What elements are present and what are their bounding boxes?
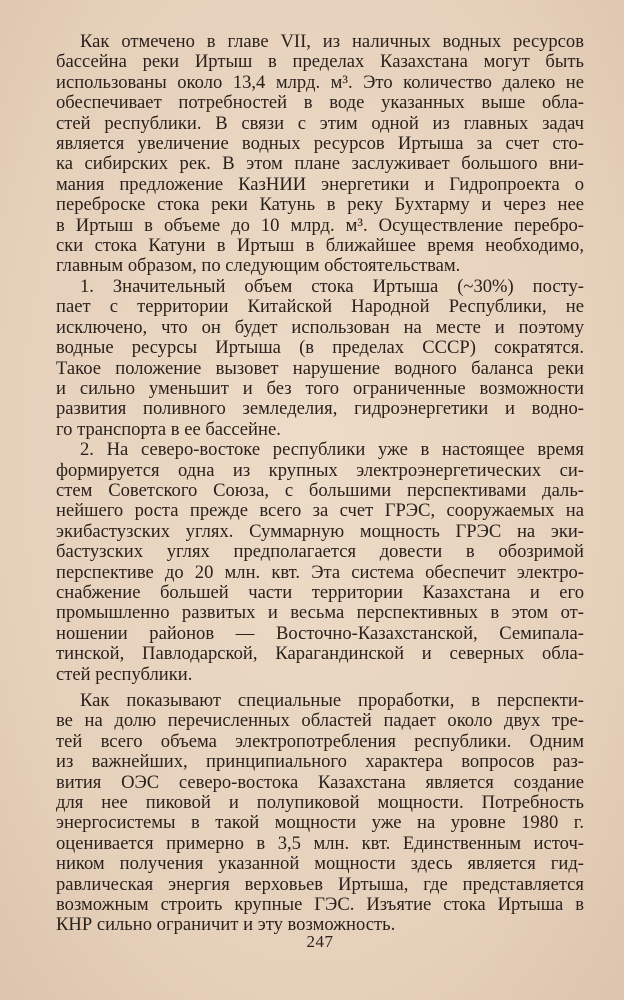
text-line: возможным строить крупные ГЭС. Изъятие стока Иртыша в — [56, 895, 584, 916]
text-line: водные ресурсы Иртыша (в пределах СССР) сократятся. — [56, 338, 584, 359]
text-line: из важнейших, принципиального характера вопросов раз- — [56, 752, 584, 773]
text-line: ски стока Катуни в Иртыш в ближайшее время необходимо, — [56, 236, 584, 257]
text-line: пает с территории Китайской Народной Республики, не — [56, 297, 584, 318]
text-line: ношении районов — Восточно-Казахстанской, Семипала- — [56, 623, 584, 644]
text-line: Такое положение вызовет нарушение водного баланса реки — [56, 358, 584, 379]
text-line: стей республики. — [56, 664, 193, 685]
text-line: тей всего объема электропотребления республики. Одним — [56, 731, 584, 752]
text-line: экибастузских углях. Суммарную мощность ГРЭС на эки- — [56, 521, 584, 542]
text-line: переброске стока реки Катунь в реку Бухтарму и через нее — [56, 195, 584, 216]
text-line: развития поливного земледелия, гидроэнергетики и водно- — [56, 399, 584, 420]
text-line: 2. На северо-востоке республики уже в настоящее время — [80, 440, 584, 461]
text-line: го транспорта в ее бассейне. — [56, 419, 281, 440]
text-line: перспективе до 20 млн. квт. Эта система обеспечит электро- — [56, 562, 584, 583]
text-line: оценивается примерно в 3,5 млн. квт. Единственным источ- — [56, 833, 584, 854]
text-line: формируется одна из крупных электроэнергетических си- — [56, 460, 584, 481]
text-line: главным образом, по следующим обстоятельствам. — [56, 256, 461, 277]
text-line: бассейна реки Иртыш в пределах Казахстана могут быть — [56, 52, 584, 73]
text-line: стем Советского Союза, с большими перспективами даль- — [56, 480, 584, 501]
text-line: снабжение большей части территории Казахстана и его — [56, 582, 584, 603]
text-line: Как показывают специальные проработки, в перспекти- — [80, 691, 584, 711]
text-line: обеспечивает потребностей в воде указанных выше обла- — [56, 93, 584, 114]
text-line: ка сибирских рек. В этом плане заслуживает большого вни- — [56, 154, 584, 175]
text-line: ве на долю перечисленных областей падает около двух тре- — [56, 711, 584, 732]
text-line: тинской, Павлодарской, Карагандинской и северных обла- — [56, 644, 584, 665]
text-line: в Иртыш в объеме до 10 млрд. м³. Осуществление перебро- — [56, 215, 584, 236]
text-line: вития ОЭС северо-востока Казахстана является создание — [56, 772, 584, 793]
text-line: равлическая энергия верховьев Иртыша, где представляется — [56, 874, 584, 895]
text-line: для нее пиковой и полупиковой мощности. Потребность — [56, 793, 584, 814]
text-line: нейшего роста прежде всего за счет ГРЭС, сооружаемых на — [56, 501, 584, 522]
text-line: стей республики. В связи с этим одной из главных задач — [56, 113, 584, 134]
text-line: исключено, что он будет использован на месте и поэтому — [56, 317, 584, 338]
text-line: Как отмечено в главе VII, из наличных водных ресурсов — [80, 32, 584, 52]
text-line: является увеличение водных ресурсов Иртыша за счет сто- — [56, 134, 584, 155]
page-number: 247 — [306, 932, 334, 951]
text-line: мания предложение КазНИИ энергетики и Гидропроекта о — [56, 174, 584, 195]
text-line: 1. Значительный объем стока Иртыша (~30%) посту- — [80, 276, 584, 297]
text-line: и сильно уменьшит и без того ограниченные возможности — [56, 378, 584, 399]
paragraph-1 — [56, 32, 584, 277]
paragraph-2 — [56, 277, 584, 440]
paragraph-3 — [56, 440, 584, 685]
text-line: бастузских углях предполагается довести в обозримой — [56, 542, 584, 563]
book-page — [56, 32, 584, 972]
paragraph-4 — [56, 691, 584, 936]
text-line: энергосистемы в такой мощности уже на уровне 1980 г. — [56, 813, 584, 834]
text-line: КНР сильно ограничит и эту возможность. — [56, 915, 396, 936]
text-line: использованы около 13,4 млрд. м³. Это количество далеко не — [56, 72, 584, 93]
text-line: промышленно развитых и весьма перспективных в этом от- — [56, 603, 584, 624]
text-line: ником получения указанной мощности здесь является гид- — [56, 854, 584, 875]
